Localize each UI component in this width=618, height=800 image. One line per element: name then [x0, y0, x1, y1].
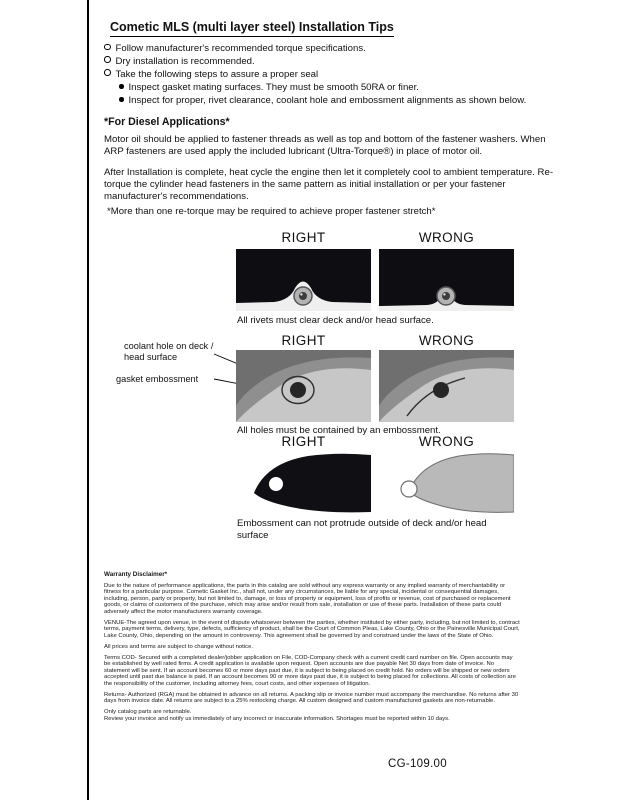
warranty-paragraph: All prices and terms are subject to change without notice. [104, 643, 253, 650]
list-item-text: Inspect for proper, rivet clearance, coolant hole and embossment alignments as shown below. [128, 94, 527, 106]
diesel-paragraph-1: Motor oil should be applied to fastener threads as well as top and bottom of the fastener washers. When ARP fasteners are used apply the included lubricant (Ultra-Torque®) in place of motor oil. [104, 134, 546, 157]
filled-bullet-icon [119, 84, 124, 89]
coolant-hole [433, 382, 449, 398]
row2-caption: All holes must be contained by an embossment. [237, 425, 441, 436]
right-column-header: RIGHT [281, 230, 326, 245]
warranty-paragraph: Only catalog parts are returnable. [104, 709, 192, 715]
list-item [104, 56, 574, 68]
open-circle-bullet-icon [104, 69, 111, 76]
sub-list [119, 82, 574, 107]
protrusion-wrong-diagram [379, 451, 514, 516]
list-item-text: Follow manufacturer's recommended torque specifications. [115, 43, 366, 54]
warranty-heading: Warranty Disclaimer* [104, 571, 168, 578]
protrusion-right-illustration [236, 451, 371, 516]
warranty-paragraph: Terms COD- Secured with a completed dealer/jobber application on File, COD-Company check with a current credit card number on file. Open accounts may be established by well rated firms. A credit application is available upon request. Open accounts are due payable Net 30 days from date of invoice. No statement will be sent. If an account becomes 60 or more days past due, it is subject to being placed on credit hold. No orders will be shipped or new orders accepted until past due balance is paid. If an account becomes 90 or more days past due, it is subject to being placed for collections. All costs of collection are the responsibility of the customer, including attorney fees, court costs, and other expenses of litigation. [104, 654, 516, 687]
warranty-paragraph: Due to the nature of performance applications, the parts in this catalog are sold without any express warranty or any implied warranty of merchantability or fitness for a particular purpose. Cometic Gasket Inc., shall not, under any circumstances, be liable for any special, incidental or consequential damages, including, person, party or property, but not limited to, damage, or loss of property or equipment, loss of profits or revenue, cost of purchased or replacement goods, or claims of customers of the purchase, which may arise and/or result from sale, installation or use of these parts. Installation of these parts could adversely affect the motor manufacturers warranty coverage. [104, 582, 511, 615]
retorque-note: *More than one re-torque may be required to achieve proper fastener stretch* [107, 206, 436, 217]
filled-bullet-icon [119, 97, 124, 102]
catalog-page-code: CG-109.00 [388, 758, 447, 770]
coolant-hole [290, 382, 306, 398]
warranty-paragraph: Review your invoice and notify us immediately of any incorrect or inaccurate information. Shortages must be reported within 10 days. [104, 716, 450, 722]
embossment-containment-wrong-diagram [379, 350, 514, 422]
page-edge-rule [87, 0, 89, 800]
list-item [119, 95, 574, 107]
rivet-clearance-right-diagram [236, 249, 371, 311]
row3-caption: Embossment can not protrude outside of deck and/or head surface [237, 518, 487, 541]
wrong-column-header: WRONG [418, 434, 475, 449]
rivet-right-illustration [236, 249, 371, 311]
protrusion-right-diagram [236, 451, 371, 516]
wrong-column-header: WRONG [418, 333, 475, 348]
warranty-disclaimer [104, 572, 520, 727]
installation-tips-list [104, 43, 574, 108]
coolant-hole-label: coolant hole on deck / head surface [124, 341, 214, 362]
embossment-right-illustration [236, 350, 371, 422]
open-circle-bullet-icon [104, 56, 111, 63]
list-item [104, 69, 574, 81]
gasket-embossment-label: gasket embossment [116, 374, 199, 384]
row1-caption: All rivets must clear deck and/or head surface. [237, 315, 434, 326]
list-item [104, 43, 574, 55]
list-item-text: Inspect gasket mating surfaces. They must be smooth 50RA or finer. [128, 81, 419, 93]
list-item [119, 82, 574, 94]
page-title: Cometic MLS (multi layer steel) Installation Tips [110, 20, 394, 37]
list-item-text: Take the following steps to assure a proper seal [115, 68, 319, 80]
diesel-paragraph-2: After Installation is complete, heat cycle the engine then let it completely cool to ambient temperature. Re-torque the cylinder head fasteners in the same pattern as initial installation or per your fastener manufacturer's recommendations. [104, 167, 554, 202]
warranty-paragraph: VENUE-The agreed upon venue, in the event of dispute whatsoever between the parties, whether instituted by either party, including, but not limited to, contract terms, payment terms, delivery, type, defects, sufficiency of product, shall be the Court of Common Pleas, Lake County, Ohio or the Painesville Municipal Court, Lake County, Ohio, depending on the amount in controversy. This agreement shall be governed by and construed under the laws of the State of Ohio. [104, 619, 520, 639]
embossment-containment-right-diagram [236, 350, 371, 422]
wrong-column-header: WRONG [418, 230, 475, 245]
rivet-clearance-wrong-diagram [379, 249, 514, 311]
embossment-hole [269, 477, 283, 491]
embossment-wrong-illustration [379, 350, 514, 422]
warranty-paragraph: Returns- Authorized (RGA) must be obtained in advance on all returns. A packing slip or invoice number must accompany the merchandise. No returns after 30 days from invoice date. All returns are subject to a 25% restocking charge. All custom designed and custom manufactured gaskets are non-returnable. [104, 691, 519, 704]
right-column-header: RIGHT [281, 434, 326, 449]
right-column-header: RIGHT [281, 333, 326, 348]
protrusion-wrong-illustration [379, 451, 514, 516]
list-item-text: Dry installation is recommended. [115, 55, 255, 67]
rivet-wrong-illustration [379, 249, 514, 311]
protruding-embossment-hole [401, 481, 417, 497]
open-circle-bullet-icon [104, 44, 111, 51]
diesel-applications-heading: *For Diesel Applications* [104, 116, 230, 128]
